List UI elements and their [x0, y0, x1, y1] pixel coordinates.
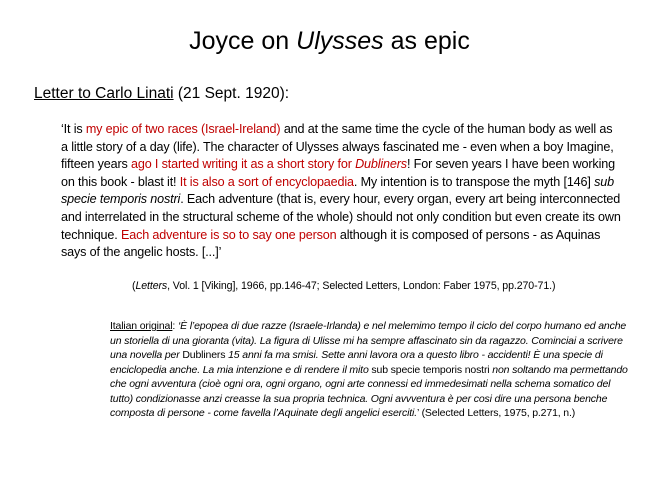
quote-citation — [132, 279, 632, 293]
italian-text: non soltando ma permettando che ogni avventura (cioè ogni ora, ogni organo, ogni arte connessi ed immedesimati nella schema somatico del tutto) condizionasse anzi creasse la sua propria technica. Ogni avvventura è per cosi dire una persona benche composta di persone - come favella l’Aquinate degli angelici eserciti. — [110, 363, 628, 419]
italian-title-roman: Dubliners — [182, 349, 226, 361]
citation-text: , Vol. 1 [Viking], 1966, pp.146-47; Selected Letters, London: Faber 1975, pp.270-71.) — [167, 280, 556, 292]
quote-highlight-italic: Dubliners — [355, 157, 407, 172]
slide-title — [0, 24, 659, 58]
quote-italic: sub specie temporis nostri — [61, 174, 614, 207]
letter-heading-date: (21 Sept. 1920): — [173, 85, 290, 102]
quote-highlight: Each adventure is so to say one person — [120, 227, 337, 242]
letter-heading-link: Letter to Carlo Linati — [34, 85, 174, 102]
italian-citation: ’ (Selected Letters, 1975, p.271, n.) — [417, 407, 576, 419]
italian-text: ‘È l’epopea di due razze (Israele-Irlanda) e nel melemimo tempo il ciclo del corpo humano ed anche un storiella di una gioranta (vita). La figura di Ulisse mi ha sempre affascinato sin da ragazzo. Cominciai a scrivere una novella per — [110, 320, 627, 361]
italian-original — [110, 319, 630, 421]
italian-text: 15 anni fa ma smisi. Sette anni lavora ora a questo libro - accidenti! È una specie di enciclopedia anche. La mia intenzione e di rendere il mito — [110, 349, 603, 376]
title-suffix: as epic — [383, 27, 470, 55]
citation-text: ( — [132, 280, 136, 292]
title-prefix: Joyce on — [189, 27, 297, 55]
english-quote — [61, 121, 621, 262]
citation-italic: Letters — [135, 280, 168, 292]
quote-highlight: my epic of two races (Israel-Ireland) — [85, 122, 281, 136]
quote-text: and at the same time the cycle of the human body as well as a little story of a day (life). The character of Ulysses always fascinated me - even when a boy Imagine, fifteen years — [61, 122, 614, 172]
italian-label-colon: : — [172, 320, 178, 332]
letter-heading — [34, 84, 289, 104]
italian-phrase-roman: sub specie temporis nostri — [371, 363, 490, 376]
quote-highlight: It is also a sort of encyclopaedia — [179, 174, 354, 189]
quote-text: although it is composed of persons - as Aquinas says of the angelic hosts. [...]’ — [61, 227, 601, 260]
title-italic: Ulysses — [296, 27, 384, 55]
quote-text: ! For seven years I have been working on this book - blast it! — [61, 157, 615, 189]
quote-highlight: ago I started writing it as a short story for — [131, 157, 356, 172]
quote-text: ‘It is — [61, 122, 86, 136]
italian-label: Italian original — [110, 320, 173, 332]
quote-text: . My intention is to transpose the myth [146] — [353, 174, 595, 189]
quote-text: . Each adventure (that is, every hour, every organ, every art being interconnected and interrelated in the structural scheme of the whole) should not only condition but even create its own technique. — [61, 192, 621, 242]
